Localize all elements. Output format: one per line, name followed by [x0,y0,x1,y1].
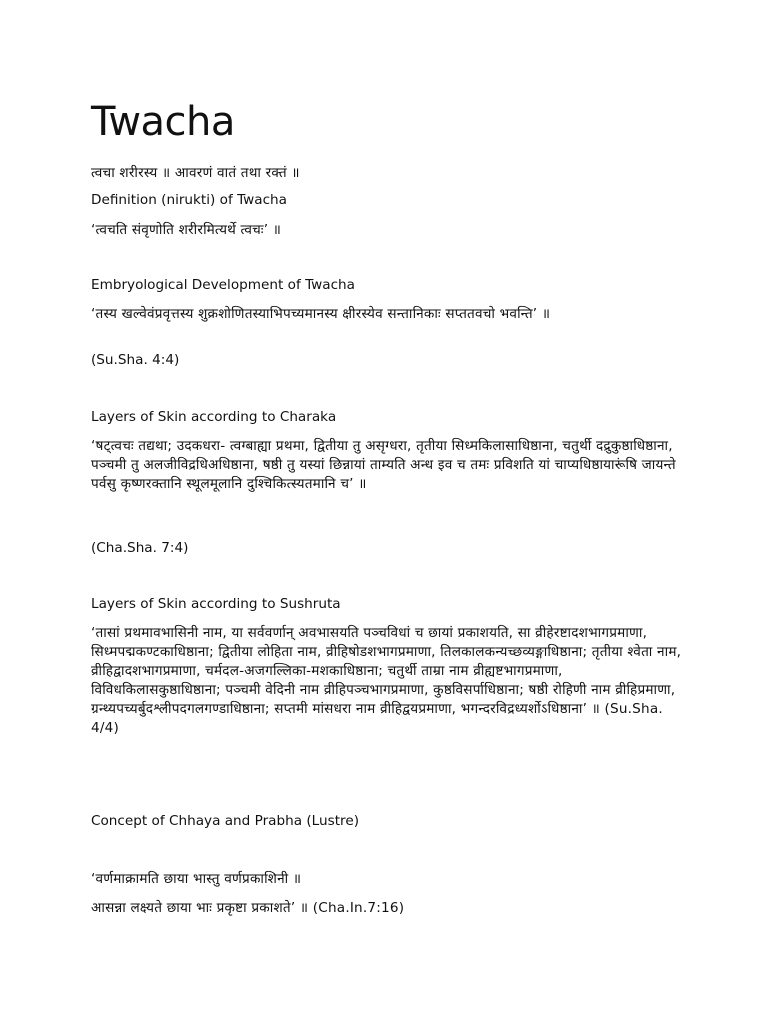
chhaya-quote-line-1: ‘वर्णमाक्रामति छाया भास्तु वर्णप्रकाशिनी ॥ [91,871,302,887]
definition-heading: Definition (nirukti) of Twacha [91,192,287,208]
chhaya-quote-line-2-text: आसन्ना लक्ष्यते छाया भाः प्रकृष्टा प्रकाशते’ ॥ [91,900,309,916]
sanskrit-intro: त्वचा शरीरस्य ॥ आवरणं वातं तथा रक्तं ॥ [91,165,300,181]
sushruta-quote [91,624,691,776]
chhaya-reference: (Cha.In.7:16) [312,900,405,916]
charaka-heading: Layers of Skin according to Charaka [91,409,337,425]
charaka-quote: ‘षट्त्वचः तद्यथा; उदकधरा- त्वग्बाह्या प्रथमा, द्वितीया तु असृग्धरा, तृतीया सिध्मकिलासाधिष्ठाना, चतुर्थी दद्रुकुष्ठाधिष्ठाना, पञ्चमी तु अलजीविद्रधिअधिष्ठाना, षष्ठी तु यस्यां छिन्नायां ताम्यति अन्ध इव च तमः प्रविशति यां चाप्यधिष्ठायारूंषि जायन्ते पर्वसु कृष्णरक्तानि स्थूलमूलानि दुश्चिकित्स्यतमानि च’ ॥ [91,438,676,492]
embryology-heading: Embryological Development of Twacha [91,277,355,293]
page-title: Twacha [91,99,235,145]
chhaya-quote-line-2 [91,899,404,918]
sushruta-reference: (Su.Sha. 4/4) [91,701,663,736]
definition-quote: ‘त्वचति संवृणोति शरीरमित्यर्थे त्वचः’ ॥ [91,222,282,238]
sushruta-heading: Layers of Skin according to Sushruta [91,596,341,612]
sushruta-quote-text: ‘तासां प्रथमावभासिनी नाम, या सर्ववर्णान् अवभासयति पञ्चविधां च छायां प्रकाशयति, सा व्रीहेरष्टादशभागप्रमाणा, सिध्मपद्मकण्टकाधिष्ठाना; द्वितीया लोहिता नाम, व्रीहिषोडशभागप्रमाणा, तिलकालकन्यच्छव्यङ्गाधिष्ठाना; तृतीया श्वेता नाम, व्रीहिद्वादशभागप्रमाणा, चर्मदल-अजगल्लिका-मशकाधिष्ठाना; चतुर्थी ताम्रा नाम व्रीह्यष्टभागप्रमाणा, विविधकिलासकुष्ठाधिष्ठाना; पञ्चमी वेदिनी नाम व्रीहिपञ्चभागप्रमाणा, कुष्ठविसर्पाधिष्ठाना; षष्ठी रोहिणी नाम व्रीहिप्रमाणा, ग्रन्थ्यपच्यर्बुदश्लीपदगलगण्डाधिष्ठाना; सप्तमी मांसधरा नाम व्रीहिद्वयप्रमाणा, भगन्दरविद्रध्यर्शोऽधिष्ठाना’ ॥ [91,625,682,717]
charaka-reference: (Cha.Sha. 7:4) [91,540,189,556]
embryology-quote: ‘तस्य खल्वेवंप्रवृत्तस्य शुक्रशोणितस्याभिपच्यमानस्य क्षीरस्येव सन्तानिकाः सप्ततवचो भवन्ति’ ॥ [91,306,551,322]
embryology-reference: (Su.Sha. 4:4) [91,352,180,368]
chhaya-heading: Concept of Chhaya and Prabha (Lustre) [91,813,360,829]
